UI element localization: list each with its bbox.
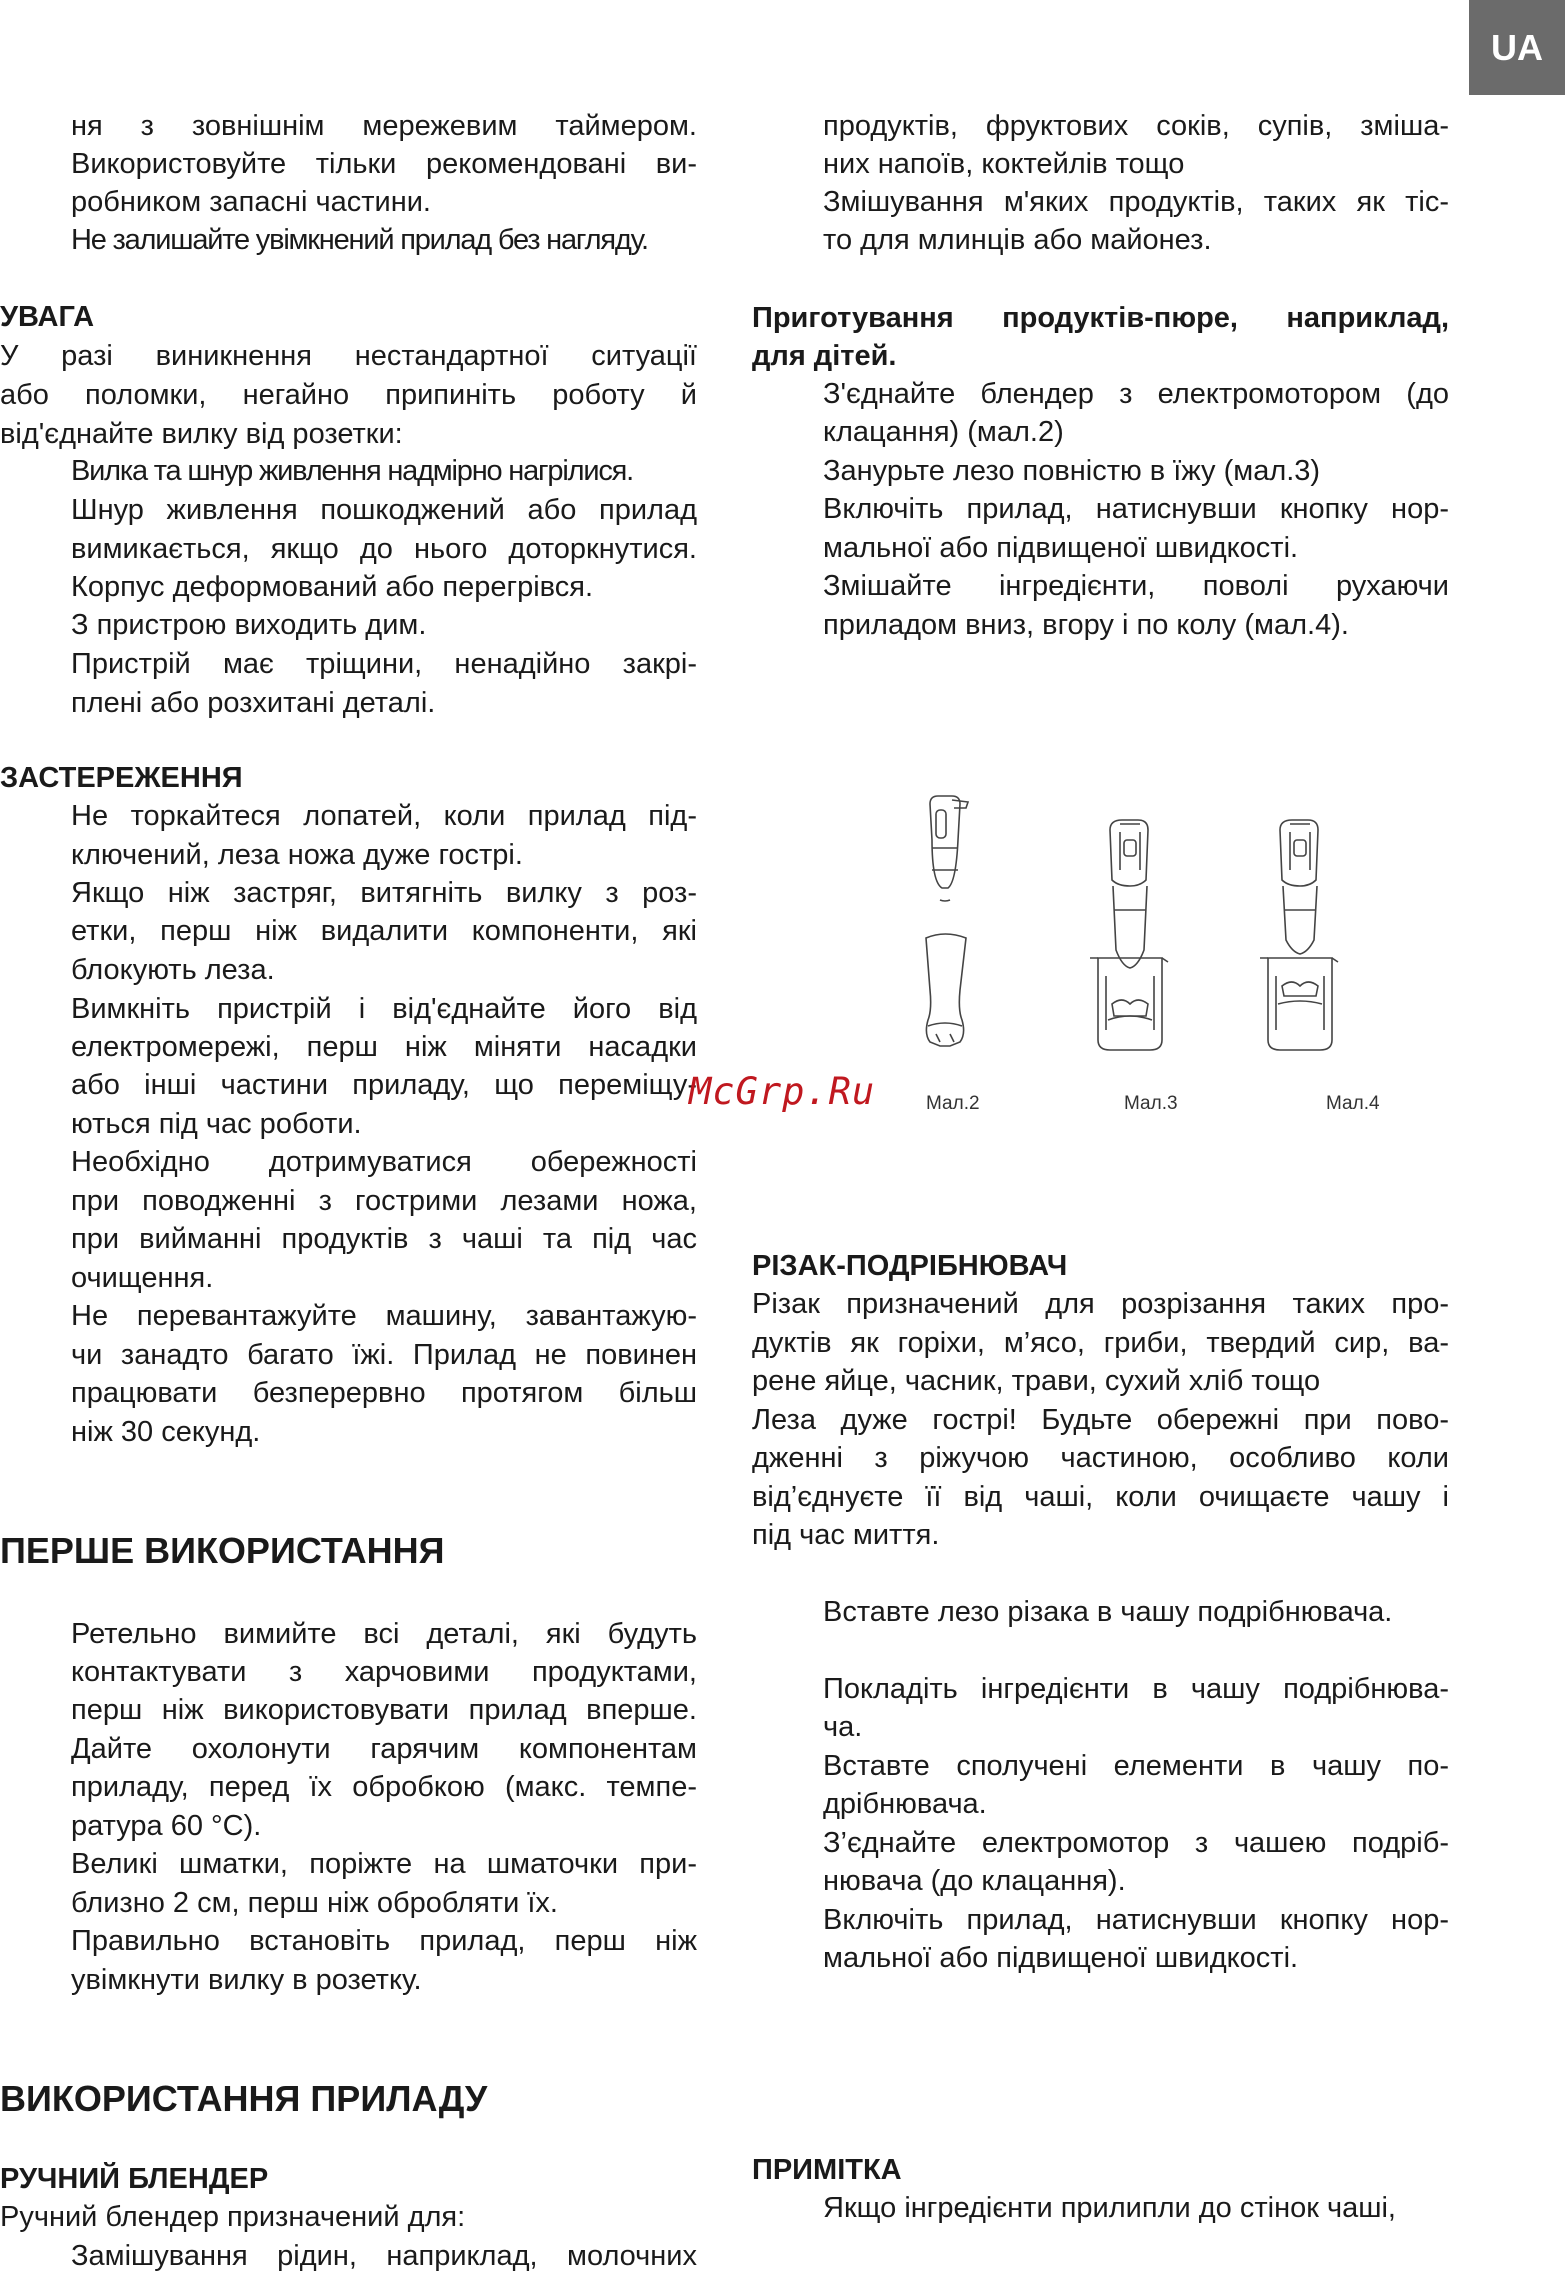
intro-line: то для млинців або майонез. bbox=[823, 224, 1212, 256]
chopper-step: мальної або підвищеної швидкості. bbox=[823, 1942, 1299, 1974]
chopper-text: дженні з ріжучою частиною, особливо коли bbox=[752, 1442, 1449, 1474]
intro-line: продуктів, фруктових соків, супів, зміша- bbox=[823, 110, 1449, 142]
chopper-step: Включіть прилад, натиснувши кнопку нор- bbox=[823, 1904, 1449, 1936]
figure-label: Мал.2 bbox=[926, 1093, 980, 1114]
puree-item: приладом вниз, вгору і по колу (мал.4). bbox=[823, 609, 1349, 641]
chopper-step: ча. bbox=[823, 1711, 863, 1743]
language-code: UA bbox=[1491, 26, 1543, 68]
chopper-step: Вставте лезо різака в чашу подрібнювача. bbox=[823, 1596, 1393, 1628]
first-use-item: Ретельно вимийте всі деталі, які будуть bbox=[71, 1618, 697, 1650]
caution-item: ключений, леза ножа дуже гострі. bbox=[71, 839, 523, 871]
warning-item: Корпус деформований або перегрівся. bbox=[71, 571, 593, 603]
puree-heading: Приготування продуктів-пюре, наприклад, bbox=[752, 302, 1449, 334]
note-heading: ПРИМІТКА bbox=[752, 2154, 902, 2186]
puree-heading: для дітей. bbox=[752, 340, 897, 372]
first-use-item: перш ніж використовувати прилад вперше. bbox=[71, 1694, 697, 1726]
caution-item: працювати безперервно протягом більш bbox=[71, 1377, 697, 1409]
intro-line: робником запасні частини. bbox=[71, 186, 431, 218]
chopper-text: дуктів як горіхи, м’ясо, гриби, твердий сир, ва- bbox=[752, 1327, 1449, 1359]
caution-item: при вийманні продуктів з чаші та під час bbox=[71, 1223, 697, 1255]
caution-item: Вимкніть пристрій і від'єднайте його від bbox=[71, 993, 697, 1025]
warning-heading: УВАГА bbox=[0, 301, 95, 333]
warning-item: Вилка та шнур живлення надмірно нагрілися. bbox=[71, 455, 633, 487]
caution-item: електромережі, перш ніж міняти насадки bbox=[71, 1031, 697, 1063]
blender-figures bbox=[910, 790, 1410, 1120]
figure-4-drawing bbox=[1260, 820, 1338, 1050]
puree-item: З'єднайте блендер з електромотором (до bbox=[823, 378, 1449, 410]
caution-item: при поводженні з гострими лезами ножа, bbox=[71, 1185, 697, 1217]
first-use-item: Великі шматки, поріжте на шматочки при- bbox=[71, 1848, 697, 1880]
figure-2-drawing bbox=[926, 796, 968, 1046]
chopper-step: Покладіть інгредієнти в чашу подрібнюва- bbox=[823, 1673, 1449, 1705]
warning-item: Шнур живлення пошкоджений або прилад bbox=[71, 494, 697, 526]
intro-line: них напоїв, коктейлів тощо bbox=[823, 148, 1185, 180]
warning-text: У разі виникнення нестандартної ситуації bbox=[0, 340, 697, 372]
figure-3-drawing bbox=[1090, 820, 1168, 1050]
hand-blender-heading: РУЧНИЙ БЛЕНДЕР bbox=[0, 2163, 269, 2195]
caution-item: очищення. bbox=[71, 1262, 214, 1294]
puree-item: Змішайте інгредієнти, поволі рухаючи bbox=[823, 570, 1449, 602]
caution-item: Якщо ніж застряг, витягніть вилку з роз- bbox=[71, 877, 697, 909]
hand-blender-item: Замішування рідин, наприклад, молочних bbox=[71, 2240, 697, 2272]
puree-item: мальної або підвищеної швидкості. bbox=[823, 532, 1299, 564]
watermark-text: McGrp.Ru bbox=[689, 1070, 876, 1113]
warning-text: або поломки, негайно припиніть роботу й bbox=[0, 379, 697, 411]
note-item: Якщо інгредієнти прилипли до стінок чаші, bbox=[823, 2192, 1396, 2224]
caution-item: Не торкайтеся лопатей, коли прилад під- bbox=[71, 800, 697, 832]
chopper-step: З’єднайте електромотор з чашею подріб- bbox=[823, 1827, 1449, 1859]
caution-item: етки, перш ніж видалити компоненти, які bbox=[71, 915, 697, 947]
chopper-heading: РІЗАК-ПОДРІБНЮВАЧ bbox=[752, 1250, 1068, 1282]
caution-item: Не перевантажуйте машину, завантажую- bbox=[71, 1300, 697, 1332]
caution-item: або інші частини приладу, що переміщу- bbox=[71, 1069, 697, 1101]
first-use-item: контактувати з харчовими продуктами, bbox=[71, 1656, 697, 1688]
blender-illustration bbox=[910, 790, 1410, 1120]
chopper-step: дрібнювача. bbox=[823, 1788, 987, 1820]
warning-item: З пристрою виходить дим. bbox=[71, 609, 427, 641]
figure-label: Мал.3 bbox=[1124, 1093, 1178, 1114]
caution-item: Необхідно дотримуватися обережності bbox=[71, 1146, 697, 1178]
caution-item: ються під час роботи. bbox=[71, 1108, 362, 1140]
language-tab bbox=[1469, 0, 1565, 95]
first-use-item: увімкнути вилку в розетку. bbox=[71, 1964, 422, 1996]
first-use-heading: ПЕРШЕ ВИКОРИСТАННЯ bbox=[0, 1530, 445, 1571]
caution-item: ніж 30 секунд. bbox=[71, 1416, 261, 1448]
caution-item: блокують леза. bbox=[71, 954, 275, 986]
chopper-text: рене яйце, часник, трави, сухий хліб тощо bbox=[752, 1365, 1321, 1397]
usage-heading: ВИКОРИСТАННЯ ПРИЛАДУ bbox=[0, 2078, 488, 2119]
intro-line: Змішування м'яких продуктів, таких як тіс- bbox=[823, 186, 1449, 218]
intro-line: ня з зовнішнім мережевим таймером. bbox=[71, 110, 697, 142]
intro-line: Не залишайте увімкнений прилад без нагляду. bbox=[71, 224, 648, 256]
puree-item: Включіть прилад, натиснувши кнопку нор- bbox=[823, 493, 1449, 525]
puree-item: Занурьте лезо повністю в їжу (мал.3) bbox=[823, 455, 1321, 487]
first-use-item: Дайте охолонути гарячим компонентам bbox=[71, 1733, 697, 1765]
warning-item: плені або розхитані деталі. bbox=[71, 687, 436, 719]
caution-heading: ЗАСТЕРЕЖЕННЯ bbox=[0, 762, 243, 794]
chopper-text: Різак призначений для розрізання таких про- bbox=[752, 1288, 1449, 1320]
first-use-item: близно 2 см, перш ніж обробляти їх. bbox=[71, 1887, 558, 1919]
warning-text: від'єднайте вилку від розетки: bbox=[0, 418, 403, 450]
chopper-step: Вставте сполучені елементи в чашу по- bbox=[823, 1750, 1449, 1782]
chopper-text: під час миття. bbox=[752, 1519, 940, 1551]
first-use-item: ратура 60 °С). bbox=[71, 1810, 262, 1842]
chopper-step: нювача (до клацання). bbox=[823, 1865, 1126, 1897]
chopper-text: Леза дуже гострі! Будьте обережні при пово- bbox=[752, 1404, 1449, 1436]
first-use-item: Правильно встановіть прилад, перш ніж bbox=[71, 1925, 697, 1957]
caution-item: чи занадто багато їжі. Прилад не повинен bbox=[71, 1339, 697, 1371]
warning-item: Пристрій має тріщини, ненадійно закрі- bbox=[71, 648, 697, 680]
puree-item: клацання) (мал.2) bbox=[823, 416, 1064, 448]
warning-item: вимикається, якщо до нього доторкнутися. bbox=[71, 533, 697, 565]
chopper-text: від’єднуєте її від чаші, коли очищаєте чашу і bbox=[752, 1481, 1449, 1513]
figure-label: Мал.4 bbox=[1326, 1093, 1380, 1114]
hand-blender-text: Ручний блендер призначений для: bbox=[0, 2201, 466, 2233]
intro-line: Використовуйте тільки рекомендовані ви- bbox=[71, 148, 697, 180]
first-use-item: приладу, перед їх обробкою (макс. темпе- bbox=[71, 1771, 697, 1803]
